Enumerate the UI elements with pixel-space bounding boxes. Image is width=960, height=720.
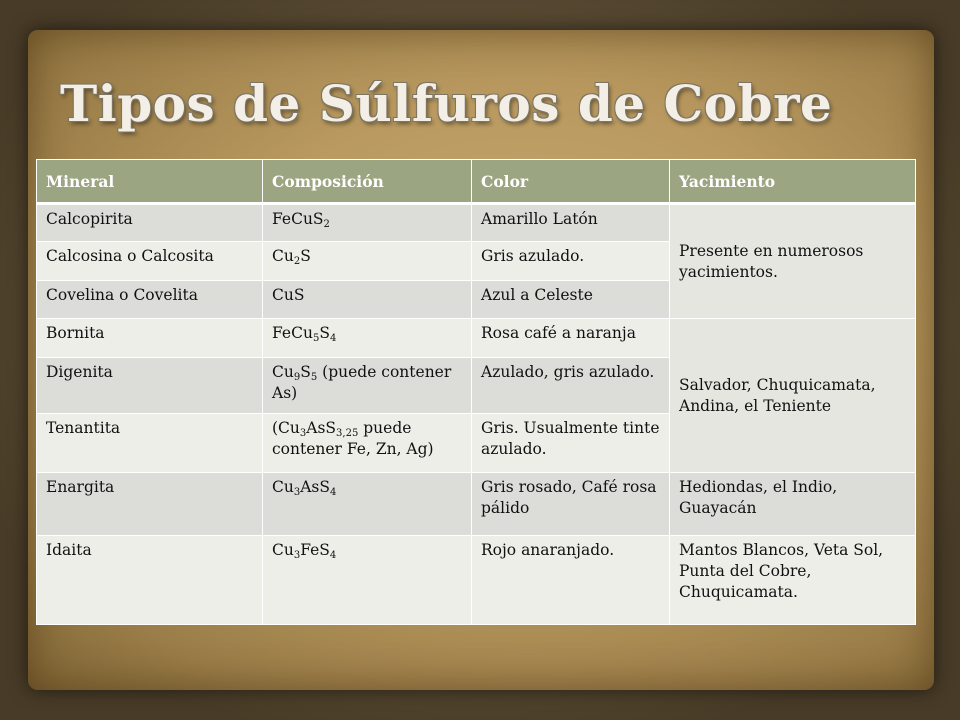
mineral-cell: Covelina o Covelita: [37, 280, 263, 318]
header-deposit: Yacimiento: [670, 160, 916, 204]
color-cell: Gris. Usualmente tinte azulado.: [472, 414, 670, 473]
formula-subscript: 2: [323, 219, 330, 230]
deposit-cell: Presente en numerosos yacimientos.: [670, 204, 916, 319]
composition-cell: $FeCu_5S_4$: [263, 319, 472, 357]
mineral-cell: Digenita: [37, 357, 263, 414]
table-row: [37, 535, 916, 624]
minerals-table-container: [36, 159, 915, 625]
color-cell: Rojo anaranjado.: [472, 535, 670, 624]
formula-subscript: 9: [293, 371, 301, 383]
mineral-cell: Tenantita: [37, 414, 263, 473]
color-cell: Azul a Celeste: [472, 280, 670, 318]
mineral-cell: Calcosina o Calcosita: [37, 242, 263, 280]
color-cell: Gris rosado, Café rosa pálido: [472, 473, 670, 536]
color-cell: Azulado, gris azulado.: [472, 357, 670, 414]
mineral-cell: Bornita: [37, 319, 263, 357]
formula-subscript: 3: [293, 549, 301, 561]
color-cell: Amarillo Latón: [472, 204, 670, 242]
table-row: [37, 204, 916, 242]
mineral-cell: Calcopirita: [37, 204, 263, 242]
formula-subscript: 5: [310, 371, 318, 383]
composition-cell: FeCuS$_2$: [263, 204, 472, 242]
formula-subscript: 5: [312, 333, 320, 345]
minerals-table: [36, 159, 916, 625]
composition-cell: $Cu_9S_5$ (puede contener As): [263, 357, 472, 414]
table-row: [37, 319, 916, 357]
slide-title: Tipos de Súlfuros de Cobre: [60, 74, 833, 133]
formula-subscript: 4: [330, 487, 337, 499]
formula-subscript: 3,25: [336, 428, 359, 440]
color-cell: Gris azulado.: [472, 242, 670, 280]
composition-cell: $Cu_3FeS_4$: [263, 535, 472, 624]
formula-subscript: 4: [329, 333, 337, 345]
mineral-cell: Enargita: [37, 473, 263, 536]
composition-cell: CuS: [263, 280, 472, 318]
table-row: [37, 473, 916, 536]
table-header-row: [37, 160, 916, 204]
composition-cell: $Cu_3AsS_4$: [263, 473, 472, 536]
color-cell: Rosa café a naranja: [472, 319, 670, 357]
header-mineral: Mineral: [37, 160, 263, 204]
formula-subscript: 4: [329, 549, 337, 561]
header-color: Color: [472, 160, 670, 204]
composition-cell: $Cu_2S$: [263, 242, 472, 280]
formula-subscript: 2: [293, 256, 301, 268]
deposit-cell: Salvador, Chuquicamata, Andina, el Teniente: [670, 319, 916, 473]
formula-subscript: 3: [293, 487, 301, 499]
mineral-cell: Idaita: [37, 535, 263, 624]
deposit-cell: Hediondas, el Indio, Guayacán: [670, 473, 916, 536]
formula-subscript: 3: [299, 428, 307, 440]
deposit-cell: Mantos Blancos, Veta Sol, Punta del Cobre, Chuquicamata.: [670, 535, 916, 624]
header-composition: Composición: [263, 160, 472, 204]
composition-cell: ($Cu_3AsS_{3,25}$ puede contener Fe, Zn, Ag): [263, 414, 472, 473]
